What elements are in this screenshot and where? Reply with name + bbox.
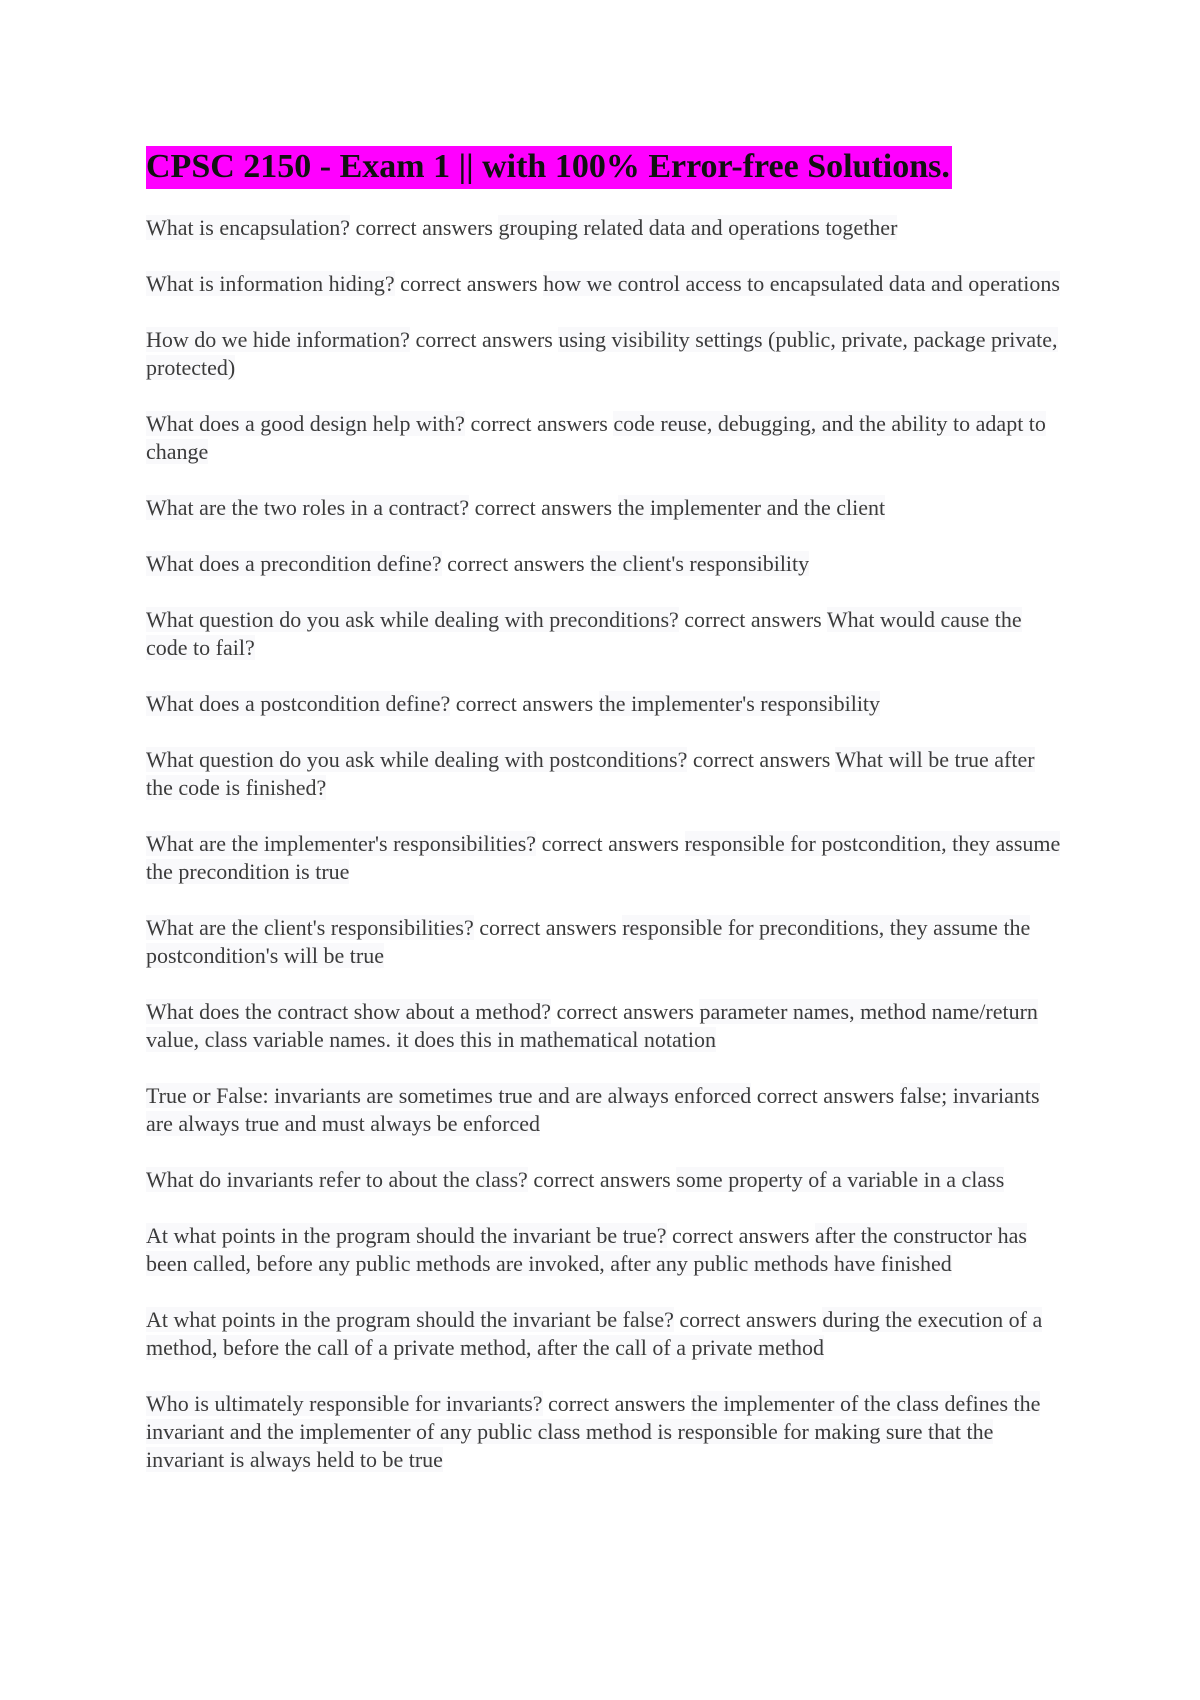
answer: some property of a variable in a class	[676, 1167, 1005, 1192]
question: What question do you ask while dealing with preconditions?	[146, 607, 679, 632]
document-title: CPSC 2150 - Exam 1 || with 100% Error-free Solutions.	[146, 146, 952, 189]
question: True or False: invariants are sometimes true and are always enforced	[146, 1083, 752, 1108]
qa-item	[146, 746, 1062, 802]
answer-separator: correct answers	[678, 607, 827, 632]
qa-item	[146, 270, 1062, 298]
question: What is encapsulation?	[146, 215, 351, 240]
answer-separator: correct answers	[551, 999, 700, 1024]
question: What does the contract show about a method?	[146, 999, 552, 1024]
answer-separator: correct answers	[542, 1391, 691, 1416]
qa-item	[146, 998, 1062, 1054]
answer-separator: correct answers	[751, 1083, 900, 1108]
question: Who is ultimately responsible for invariants?	[146, 1391, 543, 1416]
answer-separator: correct answers	[673, 1307, 823, 1332]
answer-separator: correct answers	[687, 747, 836, 772]
question: What is information hiding?	[146, 271, 395, 296]
answer-separator: correct answers	[527, 1167, 677, 1192]
qa-item	[146, 1222, 1062, 1278]
question: At what points in the program should the invariant be true?	[146, 1223, 667, 1248]
answer: the client's responsibility	[590, 551, 810, 576]
answer: the implementer of the class defines the invariant and the implementer of any public class method is responsible for making sure that the invariant is always held to be true	[146, 1391, 1041, 1472]
question: What do invariants refer to about the class?	[146, 1167, 528, 1192]
answer: grouping related data and operations together	[498, 215, 898, 240]
title-block	[146, 146, 1062, 194]
answer: What will be true after the code is finished?	[146, 747, 1035, 800]
answer-separator: correct answers	[536, 831, 685, 856]
answer-separator: correct answers	[450, 691, 599, 716]
answer: responsible for preconditions, they assume the postcondition's will be true	[146, 915, 1031, 968]
answer-separator: correct answers	[469, 495, 618, 520]
answer: responsible for postcondition, they assume the precondition is true	[146, 831, 1061, 884]
answer: false; invariants are always true and must always be enforced	[146, 1083, 1040, 1136]
question: What are the two roles in a contract?	[146, 495, 470, 520]
question: What does a postcondition define?	[146, 691, 451, 716]
answer-separator: correct answers	[666, 1223, 815, 1248]
answer: parameter names, method name/return value, class variable names. it does this in mathematical notation	[146, 999, 1038, 1052]
answer: code reuse, debugging, and the ability to adapt to change	[146, 411, 1046, 464]
qa-item	[146, 214, 1062, 242]
question: At what points in the program should the invariant be false?	[146, 1307, 674, 1332]
qa-item	[146, 606, 1062, 662]
answer: how we control access to encapsulated data and operations	[543, 271, 1060, 296]
answer: during the execution of a method, before the call of a private method, after the call of a private method	[146, 1307, 1043, 1360]
qa-item	[146, 550, 1062, 578]
answer: using visibility settings (public, private, package private, protected)	[146, 327, 1058, 380]
answer-separator: correct answers	[409, 327, 559, 352]
qa-item	[146, 1390, 1062, 1474]
answer: after the constructor has been called, before any public methods are invoked, after any public methods have finished	[146, 1223, 1027, 1276]
question: What are the client's responsibilities?	[146, 915, 474, 940]
qa-item	[146, 1082, 1062, 1138]
answer: the implementer and the client	[617, 495, 886, 520]
document-content	[146, 146, 1062, 1502]
qa-item	[146, 1306, 1062, 1362]
question: What are the implementer's responsibilities?	[146, 831, 537, 856]
qa-item	[146, 410, 1062, 466]
qa-item	[146, 326, 1062, 382]
qa-item	[146, 494, 1062, 522]
answer-separator: correct answers	[394, 271, 544, 296]
qa-item	[146, 914, 1062, 970]
question: How do we hide information?	[146, 327, 410, 352]
answer: the implementer's responsibility	[598, 691, 881, 716]
answer-separator: correct answers	[464, 411, 614, 436]
question: What question do you ask while dealing with postconditions?	[146, 747, 688, 772]
answer: What would cause the code to fail?	[146, 607, 1022, 660]
answer-separator: correct answers	[350, 215, 499, 240]
question: What does a good design help with?	[146, 411, 465, 436]
qa-item	[146, 690, 1062, 718]
answer-separator: correct answers	[473, 915, 623, 940]
qa-item	[146, 830, 1062, 886]
qa-item	[146, 1166, 1062, 1194]
question: What does a precondition define?	[146, 551, 442, 576]
answer-separator: correct answers	[441, 551, 591, 576]
